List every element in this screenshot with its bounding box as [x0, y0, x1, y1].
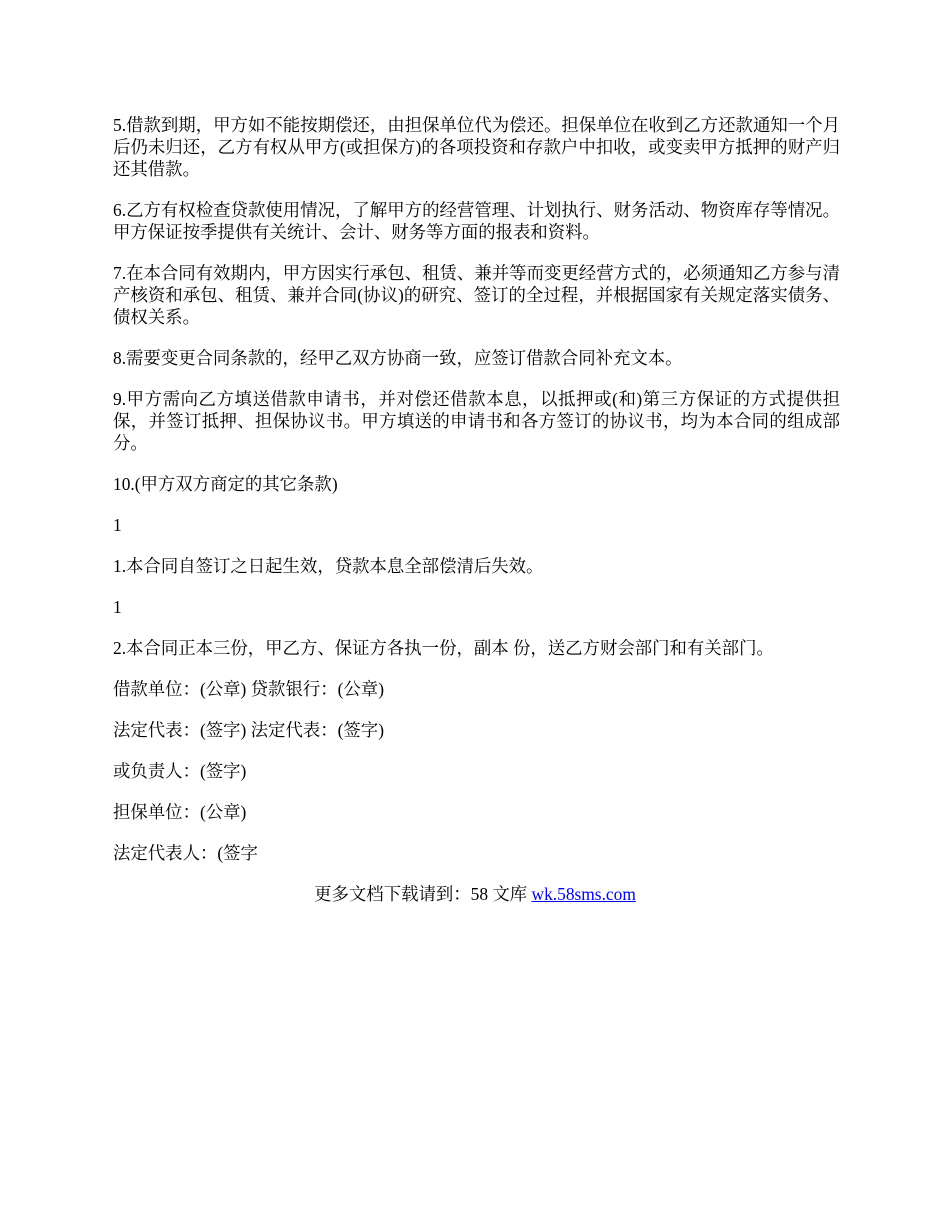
footer-download-note	[0, 883, 950, 905]
signature-representatives: 法定代表：(签字) 法定代表：(签字)	[113, 720, 384, 740]
signature-borrower-bank: 借款单位：(公章) 贷款银行：(公章)	[113, 679, 384, 699]
signature-legal-representative: 法定代表人：(签字	[113, 843, 258, 863]
copies-clause: 2.本合同正本三份，甲乙方、保证方各执一份，副本 份，送乙方财会部门和有关部门。	[113, 638, 774, 658]
footer-text: 更多文档下载请到：58 文库	[314, 884, 532, 904]
signature-responsible-person: 或负责人：(签字)	[113, 761, 247, 781]
effective-clause: 1.本合同自签订之日起生效，贷款本息全部偿清后失效。	[113, 556, 544, 576]
clause-5: 5.借款到期，甲方如不能按期偿还，由担保单位代为偿还。担保单位在收到乙方还款通知一个月后仍未归还，乙方有权从甲方(或担保方)的各项投资和存款户中扣收，或变卖甲方抵押的财产归还其借款。	[113, 115, 840, 179]
clause-7: 7.在本合同有效期内，甲方因实行承包、租赁、兼并等而变更经营方式的，必须通知乙方参与清产核资和承包、租赁、兼并合同(协议)的研究、签订的全过程，并根据国家有关规定落实债务、债权关系。	[113, 263, 840, 327]
section-number: 1	[113, 597, 122, 617]
clause-10: 10.(甲方双方商定的其它条款)	[113, 474, 338, 494]
document-body	[113, 114, 840, 883]
clause-9: 9.甲方需向乙方填送借款申请书，并对偿还借款本息，以抵押或(和)第三方保证的方式提供担保，并签订抵押、担保协议书。甲方填送的申请书和各方签订的协议书，均为本合同的组成部分。	[113, 389, 840, 453]
clause-8: 8.需要变更合同条款的，经甲乙双方协商一致，应签订借款合同补充文本。	[113, 348, 683, 368]
signature-guarantor: 担保单位：(公章)	[113, 802, 247, 822]
clause-6: 6.乙方有权检查贷款使用情况，了解甲方的经营管理、计划执行、财务活动、物资库存等情况。甲方保证按季提供有关统计、会计、财务等方面的报表和资料。	[113, 200, 840, 242]
section-number: 1	[113, 515, 122, 535]
footer-link[interactable]: wk.58sms.com	[531, 884, 636, 904]
